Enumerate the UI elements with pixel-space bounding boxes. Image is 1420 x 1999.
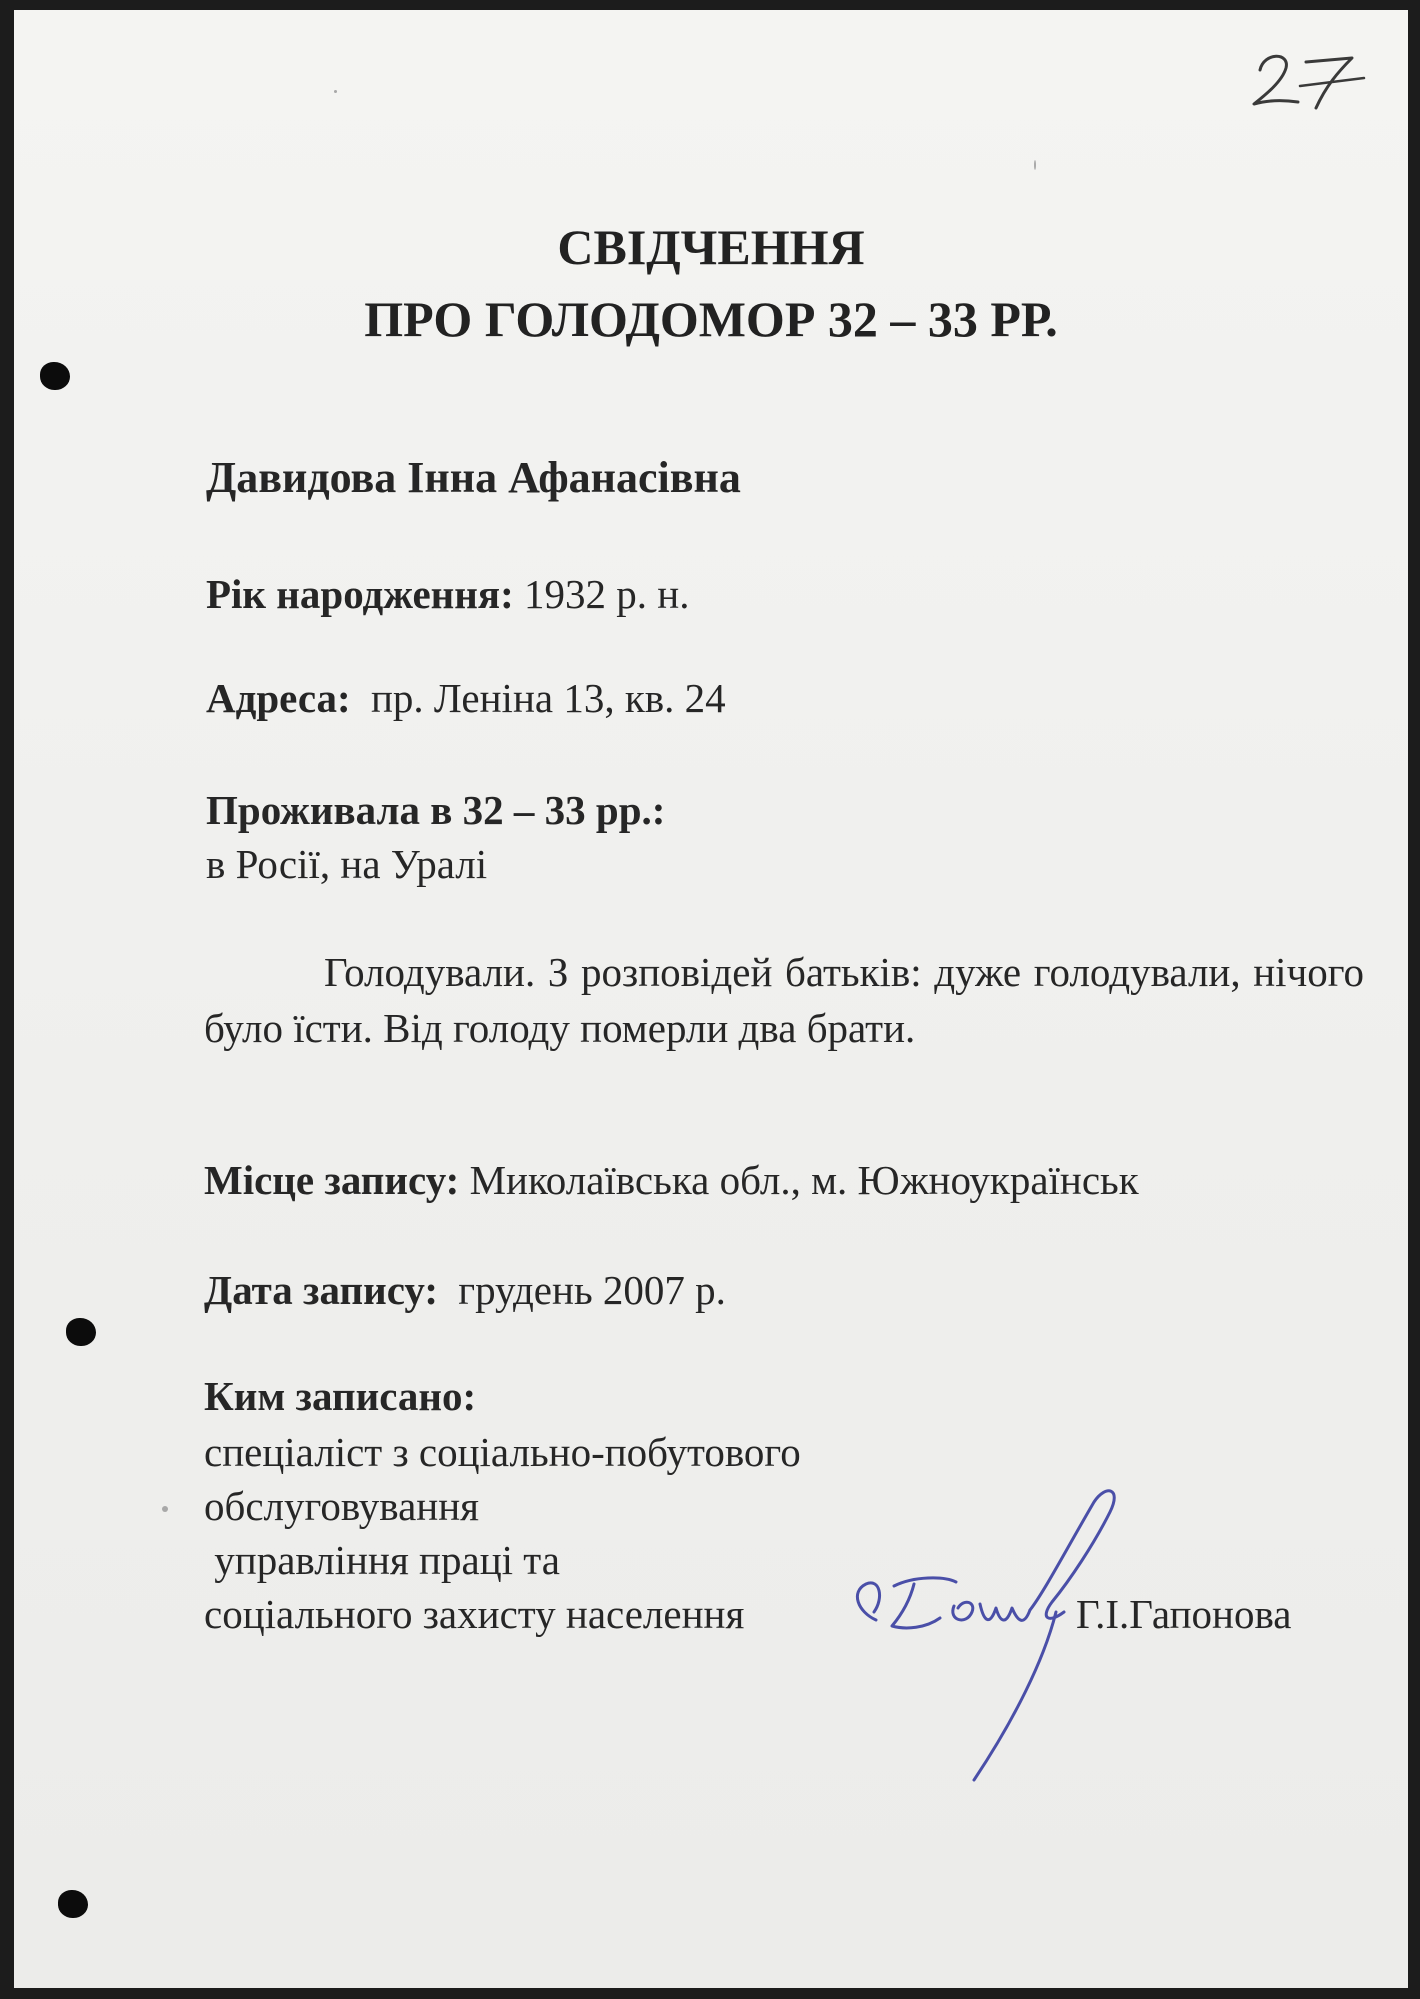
paper-speck — [162, 1506, 168, 1512]
handwritten-signature — [844, 1480, 1164, 1810]
handwritten-page-number — [1242, 38, 1382, 118]
person-name: Давидова Інна Афанасівна — [206, 453, 741, 502]
record-date-value: грудень 2007 р. — [458, 1267, 726, 1313]
recorded-by-line: управління праці та — [204, 1537, 560, 1583]
record-date-row — [204, 1267, 726, 1313]
record-place-label: Місце запису: — [204, 1157, 460, 1203]
residence-label: Проживала в 32 – 33 рр.: — [206, 787, 666, 833]
birth-year-value: 1932 р. н. — [524, 571, 690, 617]
record-place-value: Миколаївська обл., м. Южноукраїнськ — [469, 1157, 1139, 1203]
punch-hole — [58, 1890, 88, 1918]
address-label: Адреса: — [206, 675, 351, 721]
punch-hole — [66, 1318, 96, 1346]
paper-speck — [1034, 160, 1036, 170]
recorded-by-line: спеціаліст з соціально-побутового — [204, 1429, 801, 1475]
birth-year-row — [206, 571, 690, 617]
paper-speck — [334, 90, 337, 93]
document-page — [14, 10, 1408, 1988]
signer-name: Г.І.Гапонова — [1076, 1591, 1292, 1637]
recorded-by-line: соціального захисту населення — [204, 1591, 745, 1637]
document-title-line-1: СВІДЧЕННЯ — [557, 219, 865, 275]
testimony-paragraph: Голодували. З розповідей батьків: дуже голодували, нічого було їсти. Від голоду померли два брати. — [204, 949, 1364, 1051]
address-row — [206, 675, 726, 721]
punch-hole — [40, 362, 70, 390]
document-title-line-2: ПРО ГОЛОДОМОР 32 – 33 РР. — [364, 291, 1058, 347]
record-date-label: Дата запису: — [204, 1267, 438, 1313]
recorded-by-line: обслуговування — [204, 1483, 480, 1529]
birth-year-label: Рік народження: — [206, 571, 514, 617]
residence-value: в Росії, на Уралі — [206, 841, 488, 887]
address-value: пр. Леніна 13, кв. 24 — [370, 675, 726, 721]
record-place-row — [204, 1157, 1139, 1203]
recorded-by-label: Ким записано: — [204, 1373, 477, 1419]
